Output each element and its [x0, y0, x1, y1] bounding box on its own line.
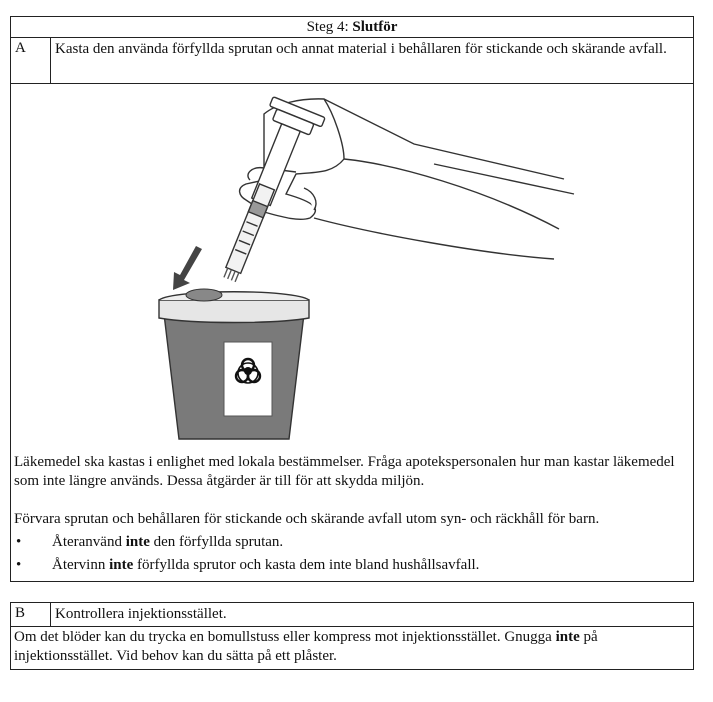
step-header-bold: Slutför — [352, 19, 398, 35]
disposal-paragraph: Läkemedel ska kastas i enlighet med lokala bestämmelser. Fråga apotekspersonalen hur man kastar läkemedel som inte längre används. Dessa åtgärder är till för att skydda miljön. — [14, 454, 675, 489]
section-a-content — [11, 84, 693, 581]
bullet-text: Återvinn inte förfyllda sprutor och kasta dem inte bland hushållsavfall. — [52, 557, 480, 573]
arrow-down-icon — [173, 246, 202, 290]
step-header — [11, 17, 693, 38]
bullet-glyph: • — [16, 557, 22, 573]
sharps-container-icon — [159, 289, 309, 439]
bullet-item — [14, 533, 693, 552]
disposal-illustration — [14, 84, 693, 450]
bullet-text: Återanvänd inte den förfyllda sprutan. — [52, 534, 284, 550]
bullet-glyph: • — [16, 534, 22, 550]
section-b-table — [10, 602, 694, 670]
step-header-prefix: Steg 4: — [306, 19, 353, 35]
bleeding-paragraph: Om det blöder kan du trycka en bomullstuss eller kompress mot injektionsstället. Gnugga inte på injektionsstället. Vid behov kan du sätta på ett plåster. — [14, 629, 598, 664]
section-a-row — [11, 38, 693, 84]
disposal-illustration-svg — [14, 84, 684, 450]
section-b-content — [11, 628, 693, 670]
section-b-label: B — [11, 603, 51, 626]
section-b-instruction: Kontrollera injektionsstället. — [55, 606, 227, 622]
section-b-row — [11, 603, 693, 627]
storage-paragraph: Förvara sprutan och behållaren för stickande och skärande avfall utom syn- och räckhåll för barn. — [14, 511, 600, 527]
section-a-instruction: Kasta den använda förfyllda sprutan och annat material i behållaren för stickande och skärande avfall. — [55, 41, 667, 57]
bullet-item — [14, 556, 693, 575]
section-a-label: A — [11, 38, 51, 83]
step4-table — [10, 16, 694, 582]
